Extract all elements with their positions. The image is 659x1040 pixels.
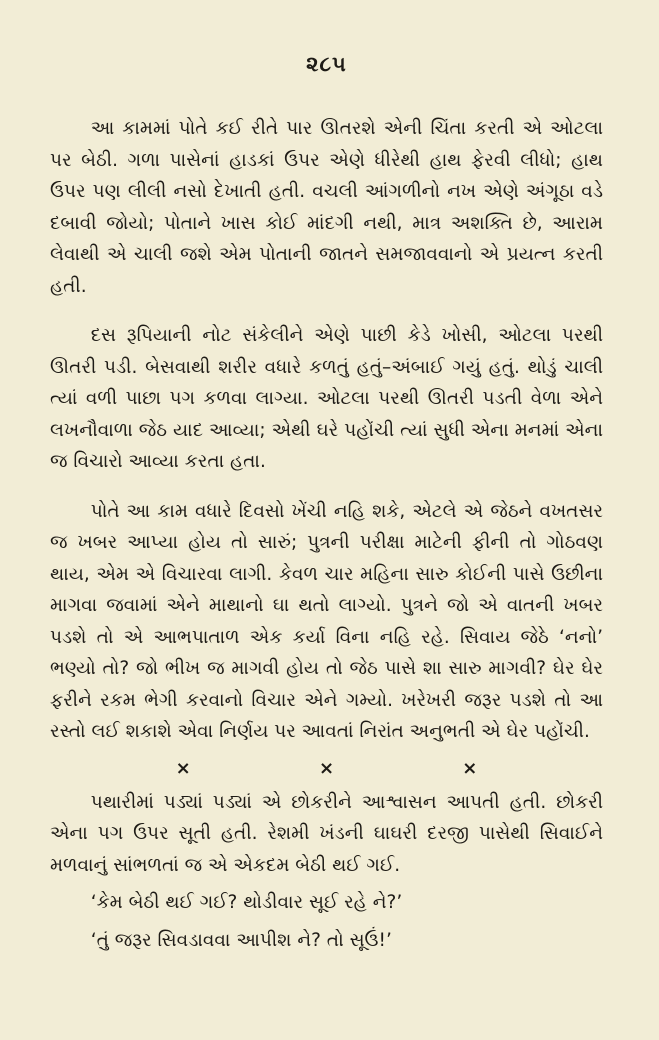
paragraph-3: પોતે આ કામ વધારે દિવસો ખેંચી નહિ શકે, એટલે એ જેઠને વખતસર જ ખબર આપ્યા હોય તો સારું; પુત્રની પરીક્ષા માટેની ફીની તો ગોઠવણ થાય, એમ એ વિચારવા લાગી. કેવળ ચાર મહિના સારુ કોઈની પાસે ઉછીના માગવા જવામાં એને માથાનો ઘા થતો લાગ્યો. પુત્રને જો એ વાતની ખબર પડશે તો એ આભપાતાળ એક કર્યા વિના નહિ રહે. સિવાય જેઠે ‘નનો’ ભણ્યો તો? જો ભીખ જ માગવી હોય તો જેઠ પાસે શા સારુ માગવી? ઘેર ઘેર ફરીને રકમ ભેગી કરવાનો વિચાર એને ગમ્યો. ખરેખરી જરૂર પડશે તો આ રસ્તો લઈ શકાશે એવા નિર્ણય પર આવતાં નિરાંત અનુભતી એ ઘેર પહોંચી. (50, 500, 603, 742)
section-break-mark: × (462, 757, 478, 779)
paragraph-4: પથારીમાં પડ્યાં પડ્યાં એ છોકરીને આશ્વાસન આપતી હતી. છોકરી એના પગ ઉપર સૂતી હતી. રેશમી ખંડની ઘાઘરી દરજી પાસેથી સિવાઈને મળવાનું સાંભળતાં જ એ એકદમ બેઠી થઈ ગઈ. (50, 791, 603, 876)
page-number: ૨૮૫ (306, 52, 347, 76)
paragraph-2: દસ રૂપિયાની નોટ સંકેલીને એણે પાછી કેડે ખોસી, ઓટલા પરથી ઊતરી પડી. બેસવાથી શરીર વધારે કળતું હતું–અંબાઈ ગયું હતું. થોડું ચાલી ત્યાં વળી પાછા પગ કળવા લાગ્યા. ઓટલા પરથી ઊતરી પડતી વેળા એને લખનૌવાળા જેઠ યાદ આવ્યા; એથી ઘરે પહોંચી ત્યાં સુધી એના મનમાં એના જ વિચારો આવ્યા કરતા હતા. (50, 325, 603, 472)
section-break (112, 758, 542, 779)
dialogue-line-1: ‘કેમ બેઠી થઈ ગઈ? થોડીવાર સૂઈ રહે ને?’ (90, 892, 403, 913)
paragraph-1: આ કામમાં પોતે કઈ રીતે પાર ઊતરશે એની ચિંતા કરતી એ ઓટલા પર બેઠી. ગળા પાસેનાં હાડકાં ઉપર એણે ધીરેથી હાથ ફેરવી લીધો; હાથ ઉપર પણ લીલી નસો દેખાતી હતી. વચલી આંગળીનો નખ એણે અંગૂઠા વડે દબાવી જોયો; પોતાને ખાસ કોઈ માંદગી નથી, માત્ર અશક્તિ છે, આરામ લેવાથી એ ચાલી જશે એમ પોતાની જાતને સમજાવવાનો એ પ્રયત્ન કરતી હતી. (50, 118, 603, 297)
section-break-mark: × (175, 757, 191, 779)
section-break-mark: × (318, 757, 335, 779)
dialogue-line-2: ‘તું જરૂર સિવડાવવા આપીશ ને? તો સૂઉં!’ (90, 929, 392, 951)
